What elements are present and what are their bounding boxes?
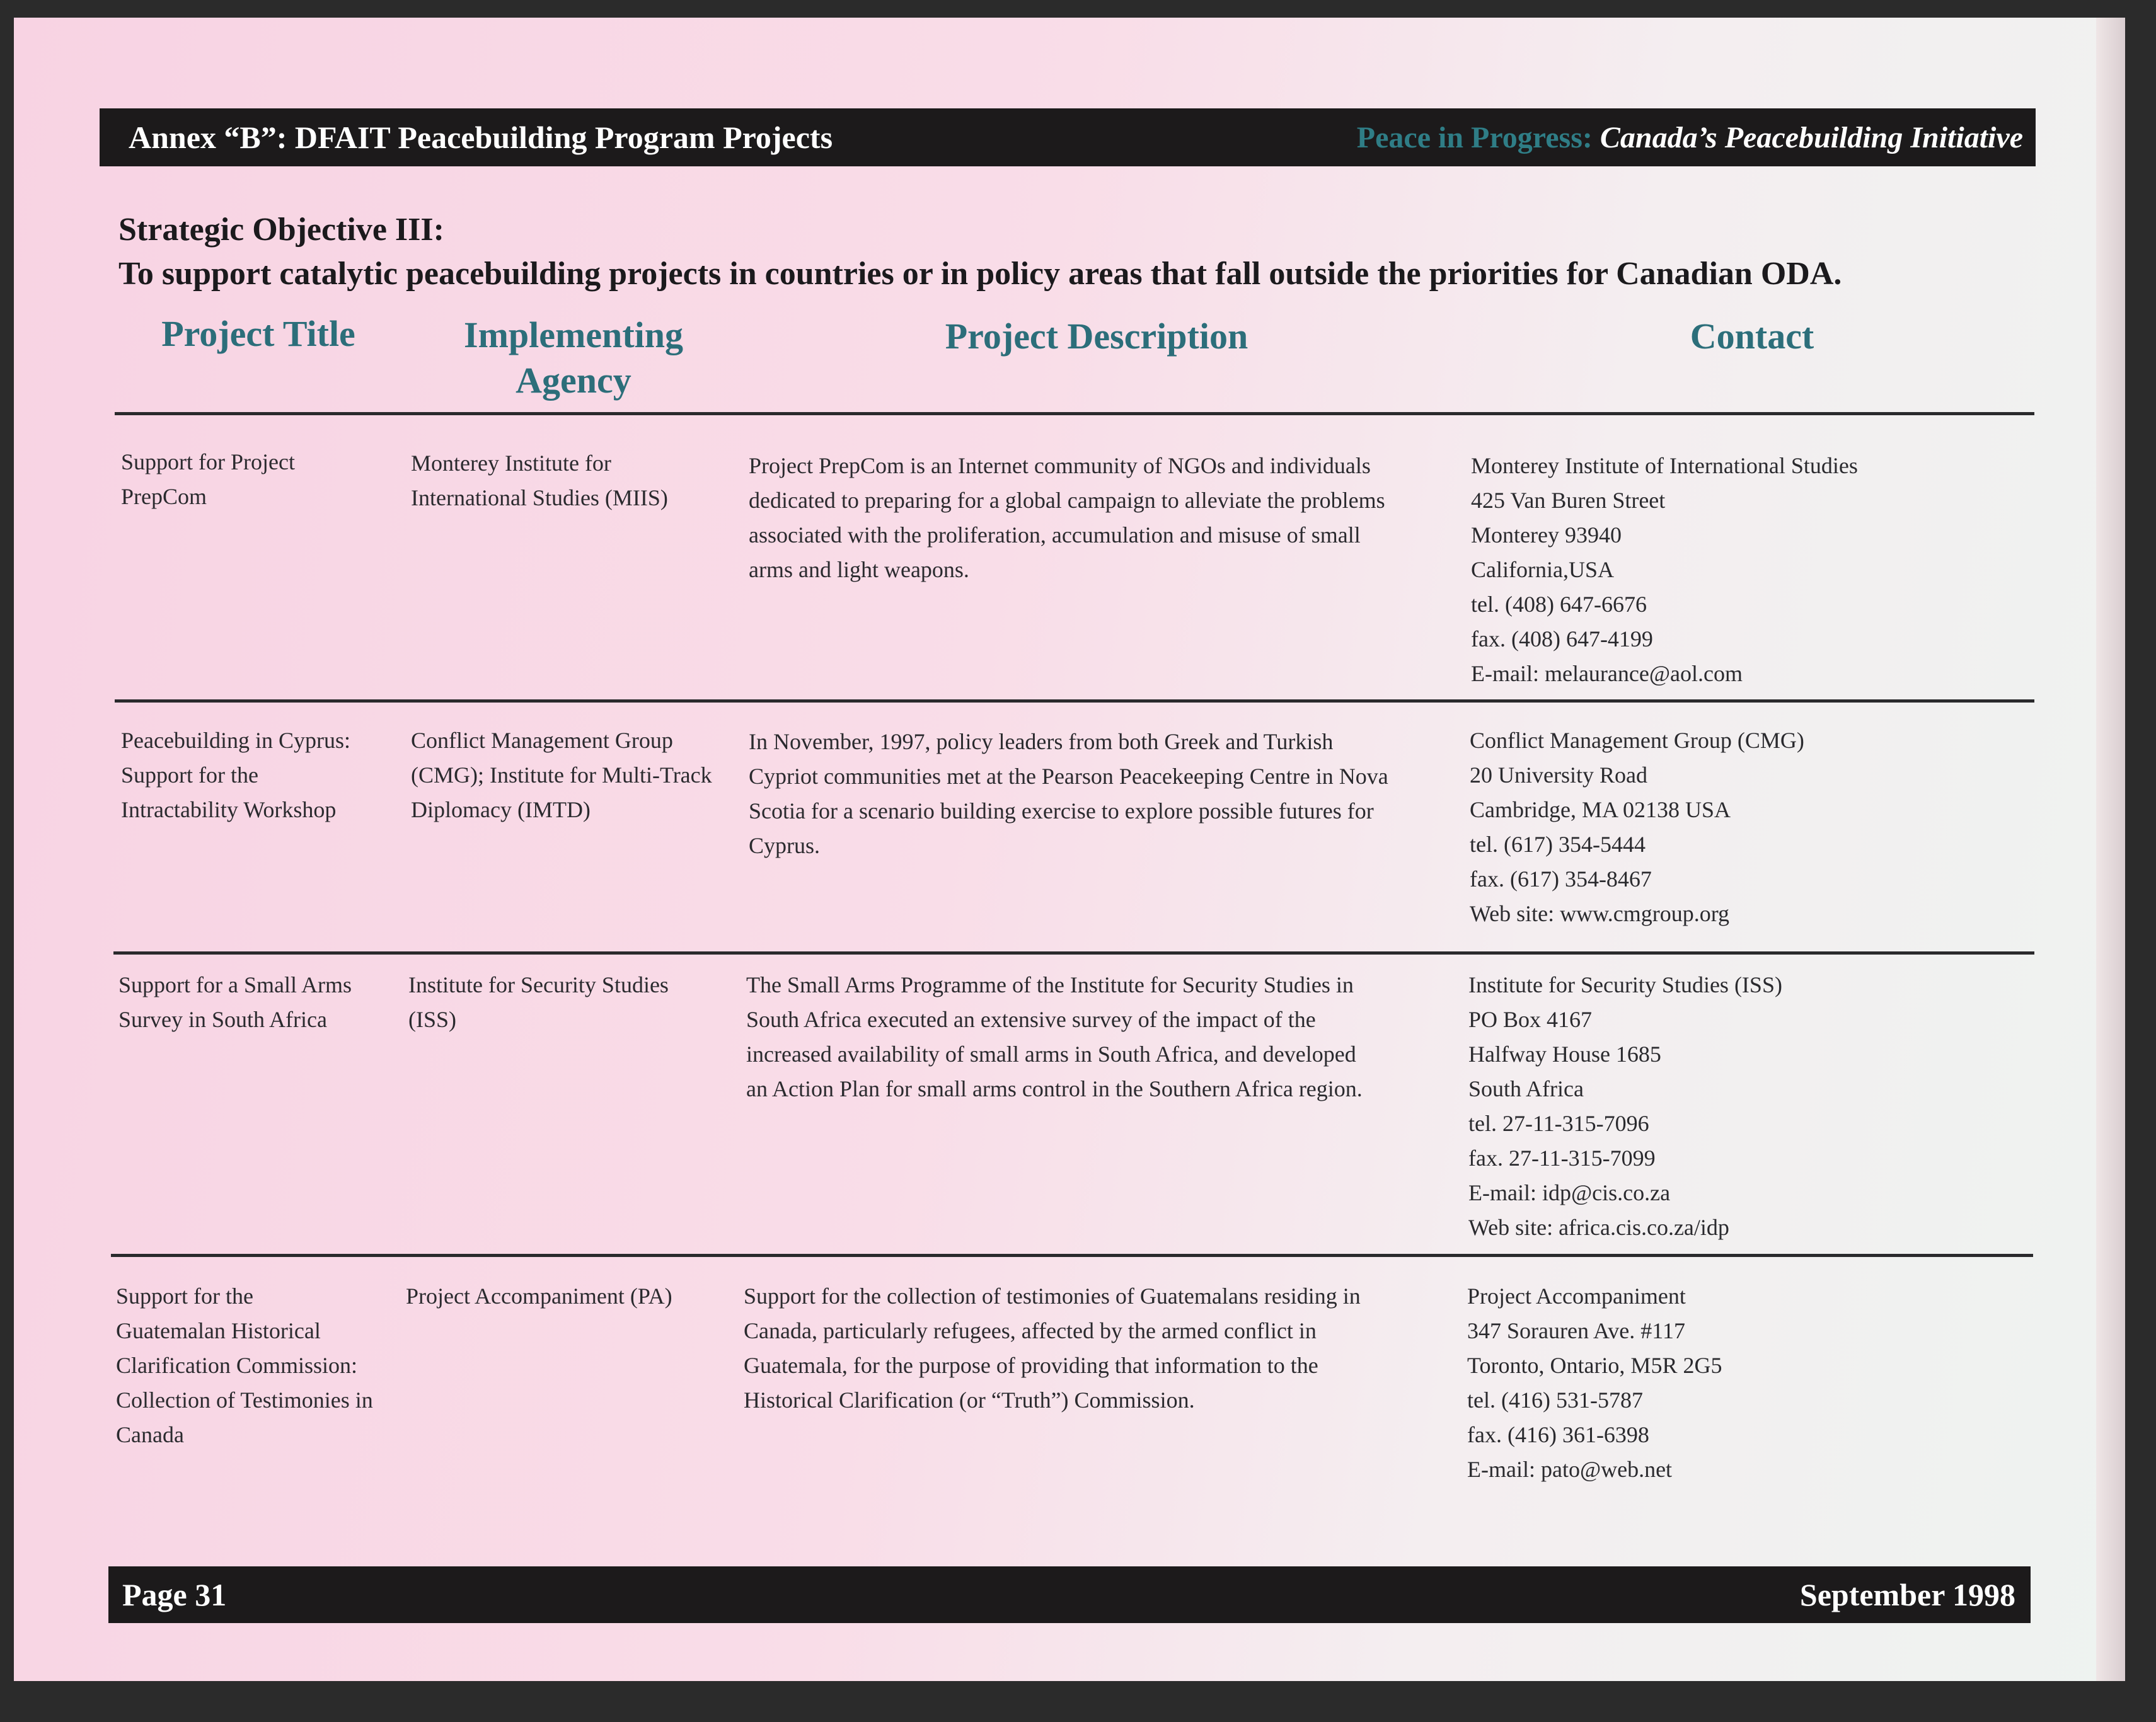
row-4-title: Support for the Guatemalan Historical Clarification Commission: Collection of Testimonies in Canada (116, 1283, 373, 1447)
publication-date: September 1998 (1799, 1577, 2015, 1612)
row-1-description: Project PrepCom is an Internet community of NGOs and individuals dedicated to preparing for a global campaign to alleviate the problems associated with the proliferation, accumulation and misuse of small arms and light weapons. (749, 453, 1385, 582)
row-rule-3 (111, 1254, 2033, 1257)
row-3-title: Support for a Small Arms Survey in South Africa (118, 972, 352, 1032)
column-header-contact: Contact (1690, 316, 1814, 357)
row-2-description: In November, 1997, policy leaders from both Greek and Turkish Cypriot communities met at the Pearson Peacekeeping Centre in Nova Scotia for a scenario building exercise to explore possible futures for Cyprus. (749, 729, 1388, 858)
page-number: Page 31 (122, 1577, 227, 1612)
row-4-agency: Project Accompaniment (PA) (406, 1283, 672, 1309)
row-1-title: Support for Project PrepCom (121, 449, 295, 509)
row-1-contact: Monterey Institute of International Studies 425 Van Buren Street Monterey 93940 California,USA tel. (408) 647-6676 fax. (408) 647-4199 E-mail: melaurance@aol.com (1471, 453, 1858, 686)
column-header-title: Project Title (161, 313, 355, 354)
row-3-agency: Institute for Security Studies (ISS) (408, 972, 669, 1032)
row-4-description: Support for the collection of testimonies of Guatemalans residing in Canada, particularly refugees, affected by the armed conflict in Guatemala, for the purpose of providing that information to the Historical Clarification (or “Truth”) Commission. (744, 1283, 1361, 1413)
objective-text: To support catalytic peacebuilding projects in countries or in policy areas that fall outside the priorities for Canadian ODA. (118, 256, 1842, 292)
header-band (100, 108, 2036, 166)
row-2-title: Peacebuilding in Cyprus: Support for the Intractability Workshop (121, 728, 350, 822)
row-rule-2 (113, 951, 2034, 955)
row-1-agency: Monterey Institute for International Studies (MIIS) (411, 451, 668, 510)
strategic-objective (118, 208, 2041, 296)
column-header-agency-line1: Implementing (464, 314, 683, 355)
page-edge (2096, 18, 2125, 1681)
row-3-contact: Institute for Security Studies (ISS) PO Box 4167 Halfway House 1685 South Africa tel. 27-11-315-7096 fax. 27-11-315-7099 E-mail: idp@cis.co.za Web site: africa.cis.co.za/idp (1468, 972, 1782, 1240)
footer-band (108, 1566, 2031, 1623)
publication-prefix: Peace in Progress: (1356, 120, 1593, 154)
column-header-agency (416, 313, 731, 403)
row-2-agency: Conflict Management Group (CMG); Institute for Multi-Track Diplomacy (IMTD) (411, 728, 712, 822)
publication-name: Canada’s Peacebuilding Initiative (1600, 120, 2023, 154)
column-header-description: Project Description (945, 316, 1248, 357)
row-4-contact: Project Accompaniment 347 Sorauren Ave. #117 Toronto, Ontario, M5R 2G5 tel. (416) 531-5787 fax. (416) 361-6398 E-mail: pato@web.net (1467, 1283, 1722, 1482)
publication-title (1357, 120, 2023, 155)
row-rule-1 (115, 699, 2034, 703)
row-2-contact: Conflict Management Group (CMG) 20 University Road Cambridge, MA 02138 USA tel. (617) 354-5444 fax. (617) 354-8467 Web site: www.cmgroup.org (1470, 728, 1804, 926)
row-3-description: The Small Arms Programme of the Institute for Security Studies in South Africa executed an extensive survey of the impact of the increased availability of small arms in South Africa, and developed an Action Plan for small arms control in the Southern Africa region. (746, 972, 1363, 1101)
annex-title: Annex “B”: DFAIT Peacebuilding Program Projects (129, 120, 833, 155)
header-rule (115, 412, 2034, 415)
objective-label: Strategic Objective III: (118, 212, 444, 248)
column-header-agency-line2: Agency (516, 360, 631, 401)
